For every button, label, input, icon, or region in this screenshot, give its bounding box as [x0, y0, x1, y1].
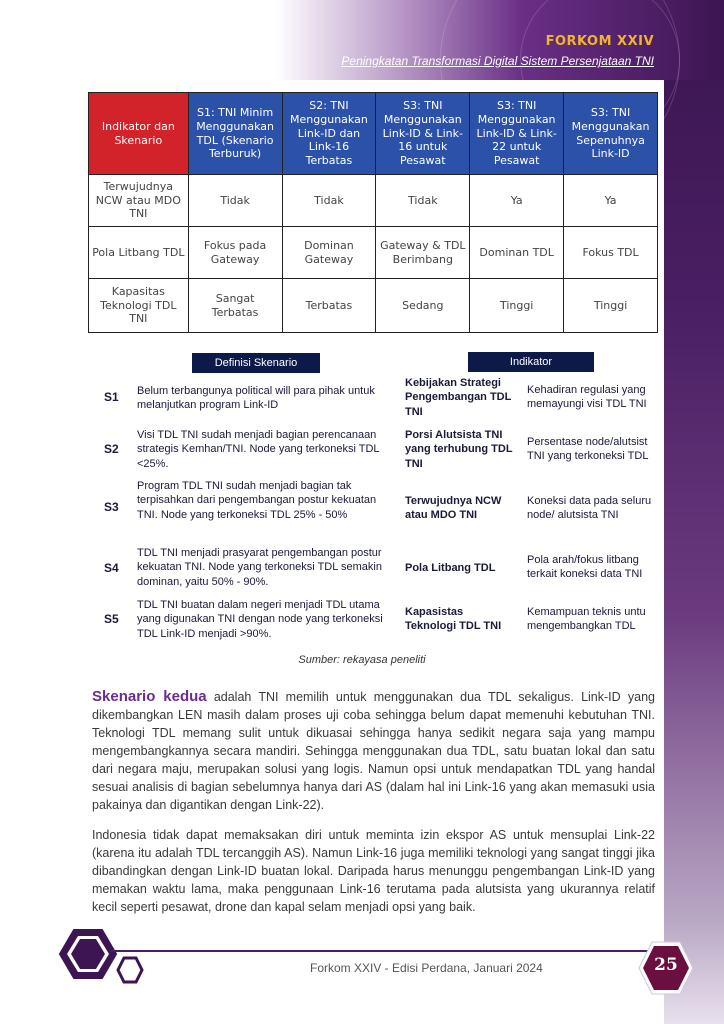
indicator-description: Koneksi data pada seluru node/ alutsista TNI [527, 495, 652, 522]
indicator-name: Porsi Alutsista TNI yang terhubung TDL TNI [405, 429, 513, 470]
indicators-title: Indikator [468, 352, 594, 372]
scenario-definition: TDL TNI buatan dalam negeri menjadi TDL utama yang digunakan TNI dengan node yang terkoneksi TDL Link-ID menjadi >90%. [137, 599, 383, 640]
paragraph-text: adalah TNI memilih untuk menggunakan dua TDL sekaligus. Link-ID yang dikembangkan LEN masih dalam proses uji coba sehingga belum dapat memenuhi kebutuhan TNI. Teknologi TDL memang sulit untuk dikuasai sehingga hanya sedikit negara saja yang mampu mengembangkannya secara mandiri. Sehingga menggunakan dua TDL, satu buatan lokal dan satu dari negara maju, merupakan solusi yang logis. Namun opsi untuk mendapatkan TDL yang handal sesuai analisis di bagian sebelumnya hanya dari AS (dalam hal ini Link-16 yang akan memasuki usia pakainya dan digantikan dengan Link-22). [92, 690, 655, 812]
indicator-description: Kemampuan teknis untu mengembangkan TDL [527, 606, 646, 633]
scenario-label: S3 [104, 500, 119, 514]
indicator-name: Pola Litbang TDL [405, 562, 496, 574]
header-title: FORKOM XXIV [545, 34, 654, 49]
body-paragraph: Indonesia tidak dapat memaksakan diri untuk meminta izin ekspor AS untuk mensuplai Link-22 (karena itu adalah TDL tercanggih AS). Namun Link-16 juga memiliki teknologi yang sangat tinggi jika dibandingkan dengan Link-ID buatan lokal. Daripada harus menunggu pengembangan Link-ID yang memakan waktu lama, maka penggunaan Link-16 terutama pada alutsista yang ukurannya relatif kecil seperti pesawat, drone dan kapal selam menjadi opsi yang baik. [92, 828, 655, 914]
table-header-cell: S2: TNI Menggunakan Link-ID dan Link-16 Terbatas [282, 93, 376, 175]
table-cell: Kapasitas Teknologi TDL TNI [89, 279, 189, 333]
scenario-label: S4 [104, 561, 119, 575]
indicator-description: Persentase node/alutsist TNI yang terkoneksi TDL [527, 436, 649, 463]
table-cell: Ya [564, 175, 658, 227]
body-paragraph [92, 688, 655, 814]
table-header-row [89, 93, 658, 175]
indicator-name: Kapasistas Teknologi TDL TNI [405, 606, 502, 633]
scenario-definition: Program TDL TNI sudah menjadi bagian tak terpisahkan dari pengembangan postur kekuatan TNI. Node yang terkoneksi TDL 25% - 50% [137, 480, 377, 521]
footer-text: Forkom XXIV - Edisi Perdana, Januari 2024 [310, 961, 543, 975]
table-header-cell: S3: TNI Menggunakan Sepenuhnya Link-ID [564, 93, 658, 175]
table-cell: Ya [470, 175, 564, 227]
scenario-label: S2 [104, 442, 119, 456]
table-cell: Terwujudnya NCW atau MDO TNI [89, 175, 189, 227]
table-row [89, 279, 658, 333]
footer-divider [110, 950, 650, 952]
scenario-label: S1 [104, 390, 119, 404]
scenario-label: S5 [104, 612, 119, 626]
scenario-definition: Belum terbangunya political will para pihak untuk melanjutkan program Link-ID [137, 385, 375, 412]
table-cell: Terbatas [282, 279, 376, 333]
table-cell: Dominan TDL [470, 227, 564, 279]
table-header-cell: S3: TNI Menggunakan Link-ID & Link-16 untuk Pesawat [376, 93, 470, 175]
scenario-definition: Visi TDL TNI sudah menjadi bagian perencanaan strategis Kemhan/TNI. Node yang terkoneksi TDL <25%. [137, 429, 380, 470]
indicator-description: Pola arah/fokus litbang terkait koneksi data TNI [527, 554, 643, 581]
table-cell: Sedang [376, 279, 470, 333]
table-header-cell: Indikator dan Skenario [89, 93, 189, 175]
paragraph-keyword: Skenario kedua [92, 688, 207, 705]
scenario-definition: TDL TNI menjadi prasyarat pengembangan postur kekuatan TNI. Node yang terkoneksi TDL semakin dominan, yaitu 50% - 90%. [137, 547, 382, 588]
table-header-cell: S3: TNI Menggunakan Link-ID & Link-22 untuk Pesawat [470, 93, 564, 175]
table-cell: Tidak [376, 175, 470, 227]
page-number: 25 [654, 955, 678, 975]
table-cell: Tinggi [470, 279, 564, 333]
table-header-cell: S1: TNI Minim Menggunakan TDL (Skenario Terburuk) [188, 93, 282, 175]
indicator-name: Terwujudnya NCW atau MDO TNI [405, 495, 502, 522]
table-row [89, 175, 658, 227]
indicator-description: Kehadiran regulasi yang memayungi visi TDL TNI [527, 384, 647, 411]
hexagon-decoration-icon [58, 928, 148, 988]
table-cell: Tidak [188, 175, 282, 227]
table-cell: Fokus TDL [564, 227, 658, 279]
table-cell: Dominan Gateway [282, 227, 376, 279]
table-cell: Fokus pada Gateway [188, 227, 282, 279]
header-subtitle: Peningkatan Transformasi Digital Sistem Persenjataan TNI [341, 54, 654, 68]
scenario-table [88, 92, 658, 333]
table-cell: Gateway & TDL Berimbang [376, 227, 470, 279]
definitions-title: Definisi Skenario [192, 353, 320, 373]
table-cell: Pola Litbang TDL [89, 227, 189, 279]
table-cell: Tidak [282, 175, 376, 227]
table-row [89, 227, 658, 279]
table-cell: Sangat Terbatas [188, 279, 282, 333]
source-caption: Sumber: rekayasa peneliti [298, 654, 426, 666]
indicator-name: Kebijakan Strategi Pengembangan TDL TNI [405, 377, 512, 418]
table-cell: Tinggi [564, 279, 658, 333]
